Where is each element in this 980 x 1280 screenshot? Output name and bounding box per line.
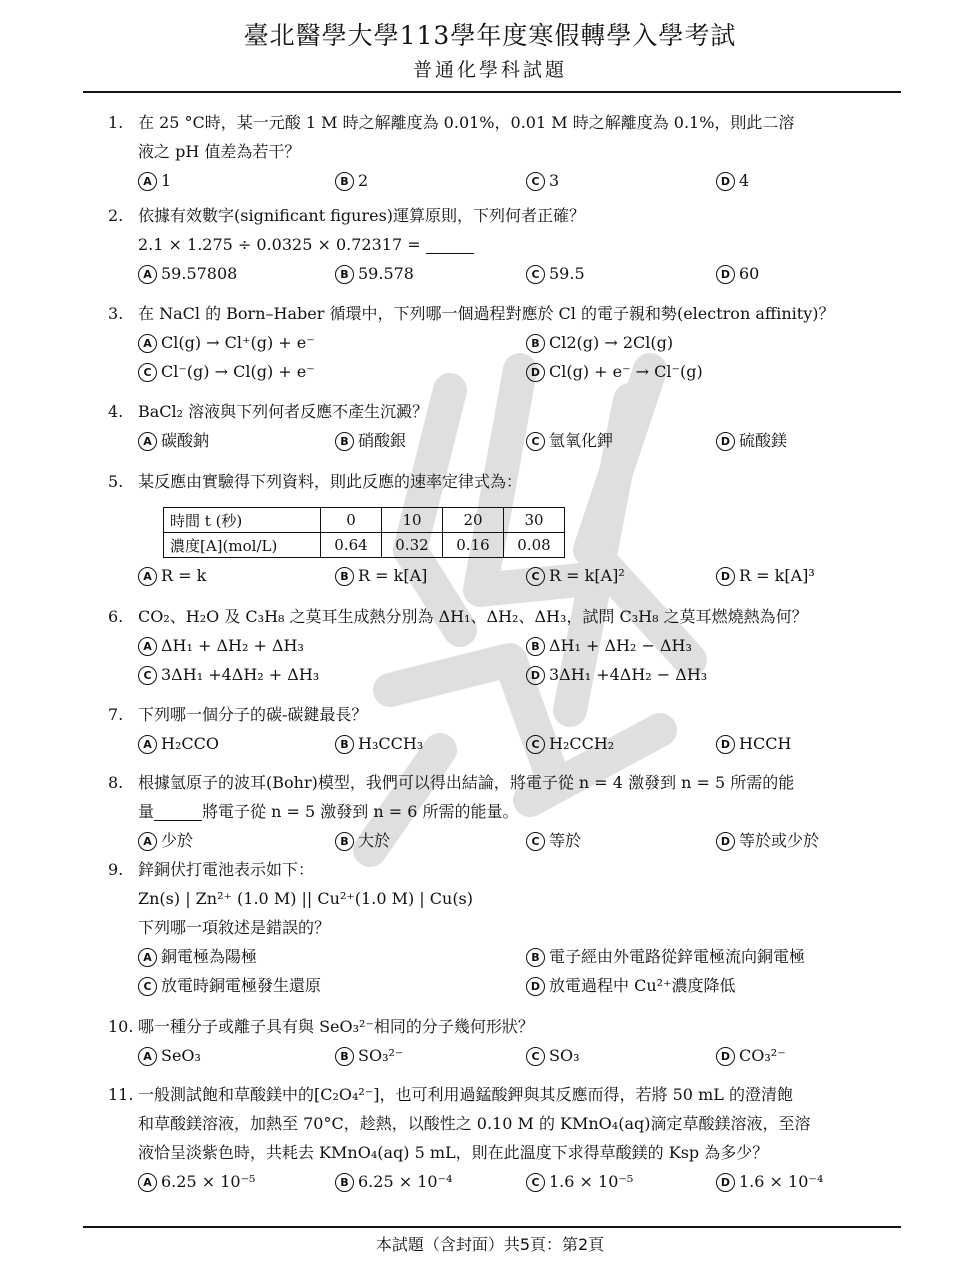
option-a[interactable] (138, 561, 206, 590)
option-b[interactable] (335, 1041, 403, 1070)
option-text: 硫酸鎂 (739, 431, 788, 450)
option-b[interactable] (335, 259, 414, 288)
option-text: ΔH₁ + ΔH₂ + ΔH₃ (161, 636, 304, 655)
option-letter-d: D (716, 735, 735, 754)
option-letter-c: C (526, 1047, 545, 1066)
option-letter-d: D (716, 265, 735, 284)
table-cell: 20 (443, 508, 504, 533)
option-a[interactable] (138, 328, 315, 357)
question-text: 在 NaCl 的 Born–Haber 循環中，下列哪一個過程對應於 Cl 的電子親和勢(electron affinity)？ (138, 304, 835, 323)
option-text: 4 (739, 171, 750, 190)
question-text: 和草酸鎂溶液，加熱至 70°C，趁熱，以酸性之 0.10 M 的 KMnO₄(aq)滴定草酸鎂溶液，至溶 (138, 1114, 811, 1133)
question-7 (108, 700, 898, 758)
option-d[interactable] (526, 971, 736, 1000)
option-d[interactable] (716, 729, 791, 758)
question-number: 1. (108, 113, 124, 132)
question-11 (108, 1080, 898, 1196)
option-text: Cl(g) + e⁻ → Cl⁻(g) (549, 362, 703, 381)
option-letter-b: B (335, 1047, 354, 1066)
question-number: 2. (108, 206, 124, 225)
option-c[interactable] (526, 561, 625, 590)
option-d[interactable] (716, 259, 759, 288)
option-letter-a: A (138, 832, 157, 851)
option-d[interactable] (526, 660, 707, 689)
question-number: 5. (108, 472, 124, 491)
option-b[interactable] (335, 166, 368, 195)
option-letter-c: C (526, 832, 545, 851)
options-row (108, 561, 898, 590)
answer-blank (426, 237, 474, 254)
question-9 (108, 855, 898, 1000)
option-d[interactable] (716, 1041, 786, 1070)
option-a[interactable] (138, 166, 171, 195)
option-text: R = k[A] (358, 566, 428, 585)
options-row (108, 357, 898, 386)
question-5 (108, 467, 898, 496)
option-text: H₃CCH₃ (358, 734, 424, 753)
option-text: 59.5 (549, 264, 585, 283)
table-cell: 時間 t (秒) (164, 508, 321, 533)
option-a[interactable] (138, 942, 257, 971)
option-c[interactable] (526, 1041, 580, 1070)
option-a[interactable] (138, 426, 209, 455)
option-text: Cl2(g) → 2Cl(g) (549, 333, 674, 352)
question-text: CO₂、H₂O 及 C₃H₈ 之莫耳生成熱分別為 ΔH₁、ΔH₂、ΔH₃，試問 C₃H₈ 之莫耳燃燒熱為何？ (138, 607, 808, 626)
table-row (164, 508, 565, 533)
table-cell: 0.32 (382, 533, 443, 558)
question-10 (108, 1012, 898, 1070)
table-row (164, 533, 565, 558)
option-letter-a: A (138, 265, 157, 284)
option-text: CO₃²⁻ (739, 1046, 786, 1065)
option-text: Cl⁻(g) → Cl(g) + e⁻ (161, 362, 315, 381)
question-text: 2.1 × 1.275 ÷ 0.0325 × 0.72317 = (138, 235, 421, 254)
question-number: 4. (108, 402, 124, 421)
option-letter-d: D (526, 977, 545, 996)
option-letter-b: B (526, 637, 545, 656)
options-row (108, 259, 898, 288)
option-letter-c: C (138, 977, 157, 996)
option-b[interactable] (526, 328, 673, 357)
option-letter-b: B (335, 1173, 354, 1192)
question-text: 液恰呈淡紫色時，共耗去 KMnO₄(aq) 5 mL，則在此溫度下求得草酸鎂的 Ksp 為多少？ (138, 1143, 769, 1162)
option-b[interactable] (335, 729, 423, 758)
question-number: 10. (108, 1017, 134, 1036)
option-letter-b: B (526, 334, 545, 353)
exam-title: 臺北醫學大學113學年度寒假轉學入學考試 (243, 21, 737, 50)
option-text: SeO₃ (161, 1046, 201, 1065)
question-number: 8. (108, 773, 124, 792)
option-letter-a: A (138, 432, 157, 451)
option-text: 60 (739, 264, 760, 283)
question-text: 下列哪一個分子的碳-碳鍵最長？ (138, 705, 368, 724)
table-cell: 0 (321, 508, 382, 533)
option-letter-c: C (526, 567, 545, 586)
question-text: 一般測試飽和草酸鎂中的[C₂O₄²⁻]，也可利用過錳酸鉀與其反應而得，若將 50 mL 的澄清飽 (138, 1085, 793, 1104)
option-d[interactable] (716, 1167, 823, 1196)
option-letter-a: A (138, 334, 157, 353)
option-c[interactable] (526, 259, 585, 288)
option-letter-a: A (138, 1173, 157, 1192)
option-letter-d: D (716, 1047, 735, 1066)
option-letter-d: D (716, 432, 735, 451)
question-text: 某反應由實驗得下列資料，則此反應的速率定律式為： (138, 472, 523, 491)
cell-notation: Zn(s) | Zn²⁺ (1.0 M) || Cu²⁺(1.0 M) | Cu(s) (138, 889, 474, 908)
options-row (108, 426, 898, 455)
option-b[interactable] (526, 942, 805, 971)
option-a[interactable] (138, 826, 193, 855)
option-text: 碳酸鈉 (161, 431, 210, 450)
option-letter-a: A (138, 172, 157, 191)
option-letter-a: A (138, 948, 157, 967)
table-cell: 濃度[A](mol/L) (164, 533, 321, 558)
rate-data-table (163, 507, 565, 558)
table-cell: 0.64 (321, 533, 382, 558)
option-b[interactable] (335, 561, 427, 590)
option-text: 1.6 × 10⁻⁵ (549, 1172, 634, 1191)
option-d[interactable] (716, 561, 815, 590)
option-a[interactable] (138, 729, 219, 758)
option-text: 放電時銅電極發生還原 (161, 976, 322, 995)
question-text: 鋅銅伏打電池表示如下： (138, 860, 315, 879)
option-text: 等於或少於 (739, 831, 820, 850)
question-text: 將電子從 n = 5 激發到 n = 6 所需的能量。 (202, 802, 519, 821)
table-cell: 30 (504, 508, 565, 533)
options-row (108, 631, 898, 660)
option-a[interactable] (138, 259, 237, 288)
footer-rule (83, 1226, 901, 1228)
question-text: 哪一種分子或離子具有與 SeO₃²⁻相同的分子幾何形狀？ (138, 1017, 534, 1036)
exam-subtitle: 普通化學科試題 (412, 59, 567, 81)
option-d[interactable] (716, 166, 749, 195)
option-text: 硝酸銀 (358, 431, 407, 450)
option-letter-c: C (526, 265, 545, 284)
answer-blank (154, 804, 202, 821)
question-text: 根據氫原子的波耳(Bohr)模型，我們可以得出結論，將電子從 n = 4 激發到 n = 5 所需的能 (138, 773, 795, 792)
options-row (108, 660, 898, 689)
option-text: 2 (358, 171, 369, 190)
option-text: R = k[A]³ (739, 566, 815, 585)
option-text: 6.25 × 10⁻⁴ (358, 1172, 453, 1191)
page-footer: 本試題（含封面）共5頁：第2頁 (375, 1235, 605, 1254)
option-letter-c: C (526, 172, 545, 191)
options-row (108, 1167, 898, 1196)
question-4 (108, 397, 898, 455)
options-row (108, 328, 898, 357)
option-text: 大於 (358, 831, 391, 850)
option-letter-c: C (526, 432, 545, 451)
option-c[interactable] (526, 1167, 633, 1196)
option-text: 3 (549, 171, 560, 190)
option-letter-c: C (138, 363, 157, 382)
option-letter-d: D (716, 567, 735, 586)
option-text: SO₃²⁻ (358, 1046, 404, 1065)
option-c[interactable] (138, 971, 321, 1000)
question-number: 7. (108, 705, 124, 724)
option-text: 電子經由外電路從鋅電極流向銅電極 (549, 947, 806, 966)
option-text: 放電過程中 Cu²⁺濃度降低 (549, 976, 736, 995)
question-number: 11. (108, 1085, 134, 1104)
option-letter-b: B (335, 832, 354, 851)
option-text: 6.25 × 10⁻⁵ (161, 1172, 256, 1191)
option-a[interactable] (138, 1167, 255, 1196)
option-c[interactable] (138, 357, 315, 386)
option-b[interactable] (335, 1167, 452, 1196)
question-text: 液之 pH 值差為若干？ (138, 142, 301, 161)
option-text: 3ΔH₁ +4ΔH₂ + ΔH₃ (161, 665, 320, 684)
option-c[interactable] (526, 426, 613, 455)
option-letter-c: C (526, 735, 545, 754)
table-cell: 0.16 (443, 533, 504, 558)
question-text: 量 (138, 802, 155, 821)
option-letter-a: A (138, 735, 157, 754)
header-rule (83, 91, 901, 93)
question-text: 在 25 °C時，某一元酸 1 M 時之解離度為 0.01%，0.01 M 時之解離度為 0.1%，則此二溶 (138, 113, 795, 132)
option-text: SO₃ (549, 1046, 580, 1065)
option-c[interactable] (526, 826, 581, 855)
option-b[interactable] (335, 826, 390, 855)
option-letter-d: D (526, 666, 545, 685)
options-row (108, 166, 898, 195)
option-text: 3ΔH₁ +4ΔH₂ − ΔH₃ (549, 665, 708, 684)
options-row (108, 1041, 898, 1070)
question-text: BaCl₂ 溶液與下列何者反應不產生沉澱？ (138, 402, 429, 421)
option-c[interactable] (526, 729, 614, 758)
option-letter-b: B (335, 172, 354, 191)
options-row (108, 826, 898, 855)
option-letter-c: C (526, 1173, 545, 1192)
option-text: 少於 (161, 831, 194, 850)
option-letter-d: D (716, 172, 735, 191)
question-number: 3. (108, 304, 124, 323)
option-text: R = k[A]² (549, 566, 625, 585)
option-letter-d: D (716, 1173, 735, 1192)
option-text: 59.578 (358, 264, 414, 283)
option-text: Cl(g) → Cl⁺(g) + e⁻ (161, 333, 315, 352)
table-cell: 10 (382, 508, 443, 533)
question-5-options (108, 561, 898, 590)
option-text: H₂CCO (161, 734, 219, 753)
option-c[interactable] (526, 166, 559, 195)
question-2 (108, 201, 898, 288)
option-letter-b: B (526, 948, 545, 967)
option-letter-a: A (138, 637, 157, 656)
question-number: 6. (108, 607, 124, 626)
option-c[interactable] (138, 660, 319, 689)
options-row (108, 971, 898, 1000)
option-a[interactable] (138, 1041, 201, 1070)
option-text: R = k (161, 566, 207, 585)
option-d[interactable] (526, 357, 703, 386)
option-text: 等於 (549, 831, 582, 850)
option-text: 氫氧化鉀 (549, 431, 614, 450)
option-d[interactable] (716, 426, 787, 455)
option-b[interactable] (526, 631, 692, 660)
option-letter-b: B (335, 432, 354, 451)
option-letter-a: A (138, 567, 157, 586)
option-text: 銅電極為陽極 (161, 947, 258, 966)
question-text: 依據有效數字(significant figures)運算原則，下列何者正確？ (138, 206, 586, 225)
question-1 (108, 108, 898, 195)
option-text: 1 (161, 171, 172, 190)
option-b[interactable] (335, 426, 406, 455)
option-letter-d: D (716, 832, 735, 851)
option-letter-d: D (526, 363, 545, 382)
option-letter-b: B (335, 265, 354, 284)
option-text: 59.57808 (161, 264, 238, 283)
question-6 (108, 602, 898, 689)
question-number: 9. (108, 860, 124, 879)
option-text: H₂CCH₂ (549, 734, 615, 753)
question-3 (108, 299, 898, 386)
option-a[interactable] (138, 631, 304, 660)
options-row (108, 729, 898, 758)
question-text: 下列哪一項敘述是錯誤的？ (138, 918, 331, 937)
option-text: HCCH (739, 734, 792, 753)
option-letter-a: A (138, 1047, 157, 1066)
option-letter-c: C (138, 666, 157, 685)
option-text: 1.6 × 10⁻⁴ (739, 1172, 824, 1191)
table-cell: 0.08 (504, 533, 565, 558)
option-letter-b: B (335, 567, 354, 586)
question-8 (108, 768, 898, 855)
options-row (108, 942, 898, 971)
option-d[interactable] (716, 826, 819, 855)
option-text: ΔH₁ + ΔH₂ − ΔH₃ (549, 636, 692, 655)
option-letter-b: B (335, 735, 354, 754)
